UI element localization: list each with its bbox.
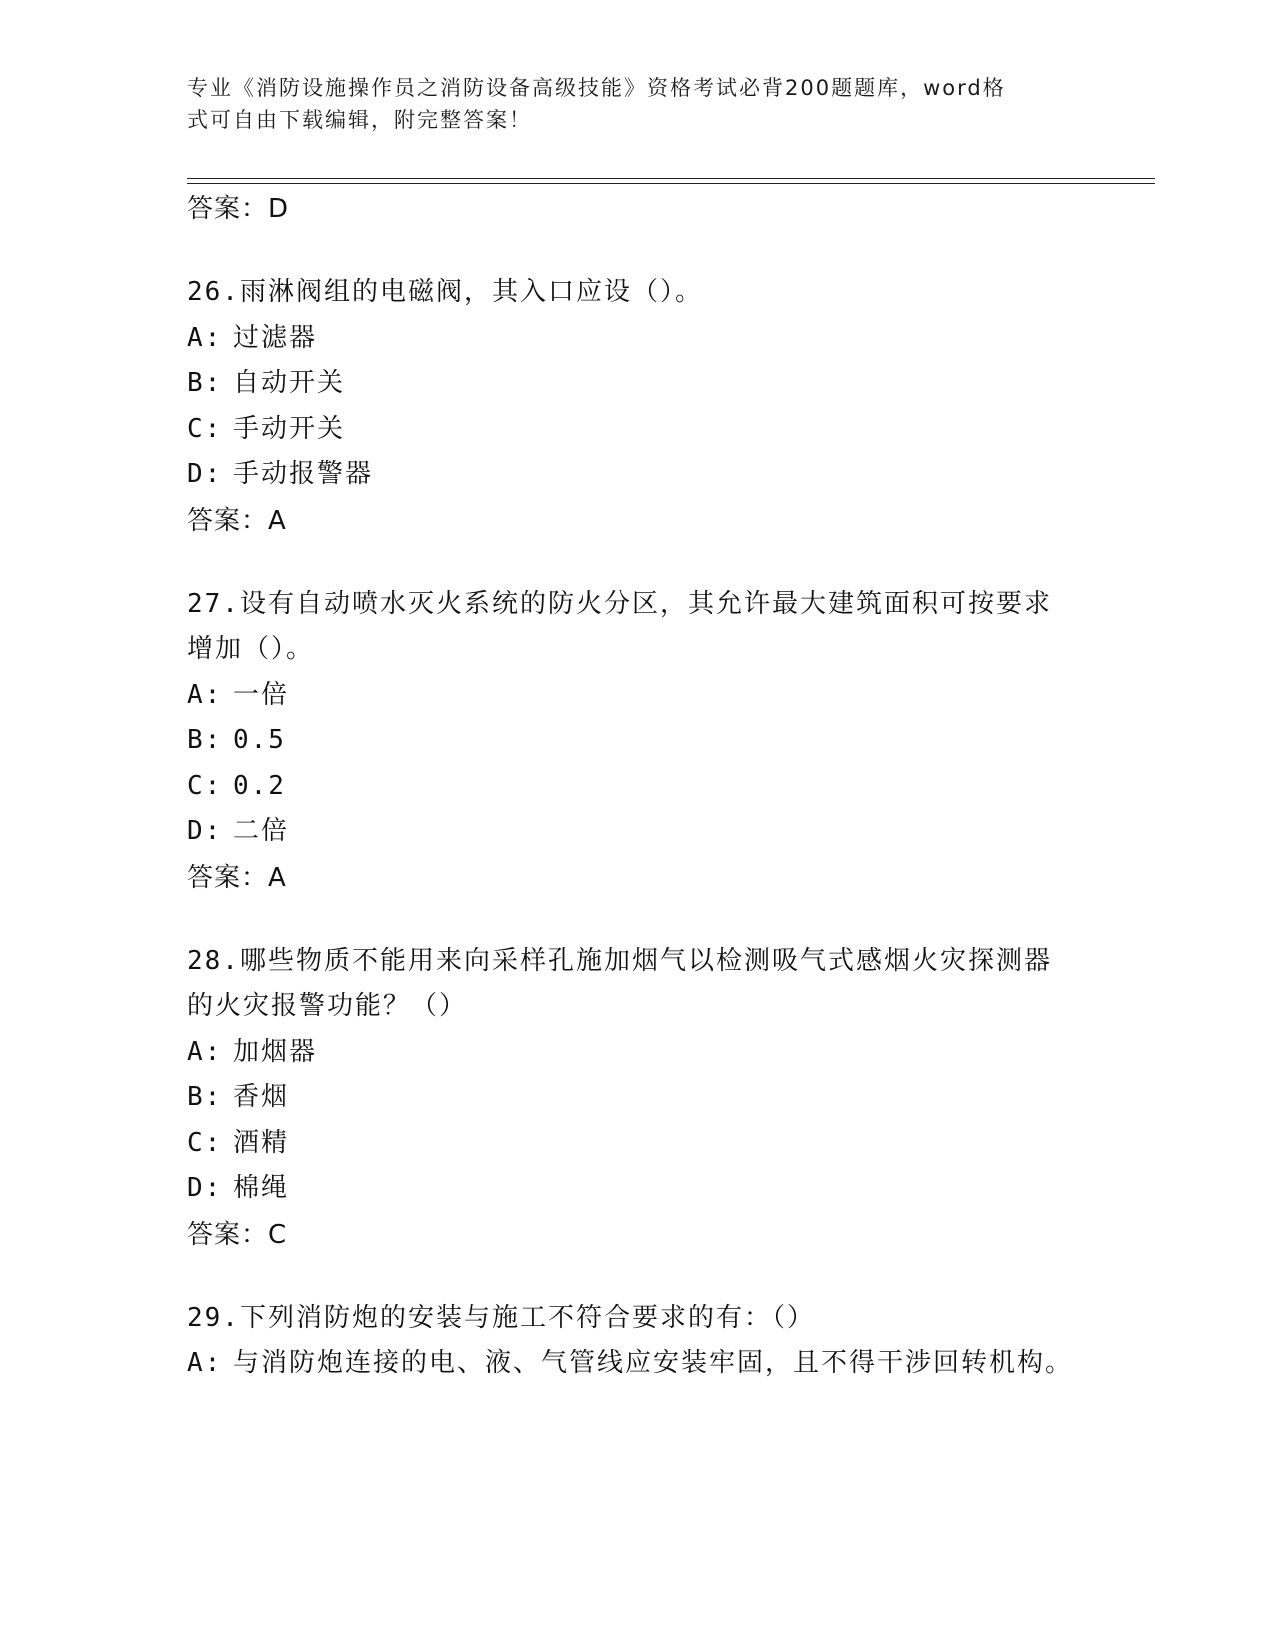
option-text: 酒精 bbox=[233, 1127, 290, 1158]
option-d bbox=[187, 1166, 1087, 1212]
option-key: B: bbox=[187, 725, 223, 755]
option-text: 过滤器 bbox=[233, 322, 318, 353]
question-text: 29.下列消防炮的安装与施工不符合要求的有：（） bbox=[187, 1302, 815, 1333]
answer-value: A bbox=[268, 862, 287, 893]
question-text: 27.设有自动喷水灭火系统的防火分区，其允许最大建筑面积可按要求增加（）。 bbox=[187, 588, 1052, 664]
option-b bbox=[187, 361, 1087, 407]
question-block bbox=[187, 582, 1087, 901]
answer-line bbox=[187, 1212, 1087, 1258]
option-key: C: bbox=[187, 413, 223, 444]
option-key: A: bbox=[187, 679, 223, 710]
option-text: 自动开关 bbox=[233, 368, 346, 398]
option-text: 0.5 bbox=[233, 725, 286, 755]
option-key: C: bbox=[187, 1127, 223, 1158]
option-text: 一倍 bbox=[233, 679, 290, 710]
option-key: C: bbox=[187, 770, 223, 801]
header-rule-bottom bbox=[187, 183, 1155, 184]
option-a bbox=[187, 316, 1087, 362]
answer-label: 答案： bbox=[187, 1219, 269, 1250]
option-d bbox=[187, 452, 1087, 498]
option-text: 与消防炮连接的电、液、气管线应安装牢固，且不得干涉回转机构。 bbox=[233, 1348, 1074, 1378]
question-list bbox=[187, 186, 1087, 1387]
answer-value: D bbox=[268, 194, 290, 224]
option-text: 0.2 bbox=[233, 770, 286, 801]
option-key: A: bbox=[187, 1348, 223, 1378]
option-key: A: bbox=[187, 1036, 223, 1067]
option-a bbox=[187, 673, 1087, 719]
option-text: 香烟 bbox=[233, 1082, 290, 1112]
option-c bbox=[187, 764, 1087, 810]
question-block bbox=[187, 1296, 1087, 1387]
header-rule-top bbox=[187, 178, 1155, 179]
option-key: D: bbox=[187, 1173, 223, 1203]
option-key: B: bbox=[187, 1082, 223, 1112]
answer-label: 答案： bbox=[187, 862, 269, 893]
option-text: 手动开关 bbox=[233, 413, 346, 444]
option-text: 手动报警器 bbox=[233, 459, 374, 489]
answer-label: 答案： bbox=[187, 505, 269, 536]
option-c bbox=[187, 407, 1087, 453]
option-key: A: bbox=[187, 322, 223, 353]
answer-line bbox=[187, 855, 1087, 901]
answer-line bbox=[187, 498, 1087, 544]
answer-label: 答案： bbox=[187, 194, 269, 224]
option-key: B: bbox=[187, 368, 223, 398]
option-c bbox=[187, 1121, 1087, 1167]
answer-value: A bbox=[268, 505, 287, 536]
option-b bbox=[187, 1075, 1087, 1121]
answer-value: C bbox=[268, 1219, 288, 1250]
document-header bbox=[187, 72, 1067, 136]
question-text: 28.哪些物质不能用来向采样孔施加烟气以检测吸气式感烟火灾探测器的火灾报警功能？（） bbox=[187, 945, 1052, 1021]
option-a bbox=[187, 1030, 1087, 1076]
option-key: D: bbox=[187, 459, 223, 489]
option-b bbox=[187, 718, 1087, 764]
option-text: 棉绳 bbox=[233, 1173, 290, 1203]
answer-line bbox=[187, 186, 1087, 232]
option-a bbox=[187, 1341, 1087, 1387]
option-key: D: bbox=[187, 816, 223, 846]
header-line-1: 专业《消防设施操作员之消防设备高级技能》资格考试必背200题题库，word格 bbox=[187, 76, 1006, 100]
question-text: 26.雨淋阀组的电磁阀，其入口应设（）。 bbox=[187, 277, 703, 307]
option-text: 二倍 bbox=[233, 816, 290, 846]
option-d bbox=[187, 809, 1087, 855]
question-block bbox=[187, 270, 1087, 544]
option-text: 加烟器 bbox=[233, 1036, 318, 1067]
header-line-2: 式可自由下载编辑，附完整答案！ bbox=[187, 108, 532, 132]
question-block bbox=[187, 939, 1087, 1258]
